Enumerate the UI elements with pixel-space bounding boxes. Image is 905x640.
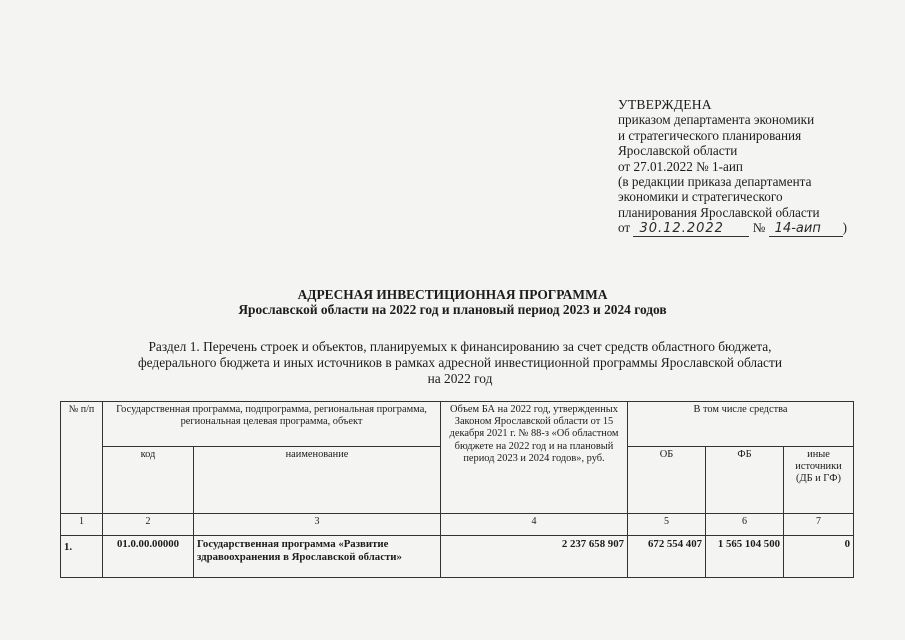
approval-title: УТВЕРЖДЕНА — [618, 97, 712, 112]
handwritten-number: 14-аип — [769, 222, 843, 237]
column-index: 1 — [61, 514, 103, 536]
header-name: наименование — [194, 447, 441, 514]
row-ob: 672 554 407 — [628, 536, 706, 578]
header-other: иные источники (ДБ и ГФ) — [784, 447, 854, 514]
row-other: 0 — [784, 536, 854, 578]
closing-paren: ) — [842, 220, 848, 236]
column-index: 5 — [628, 514, 706, 536]
row-name: Государственная программа «Развитие здравоохранения в Ярославской области» — [194, 536, 441, 578]
approval-line: и стратегического планирования — [618, 127, 802, 143]
header-program-group: Государственная программа, подпрограмма, региональная программа, региональная целевая программа, объект — [103, 402, 441, 447]
row-code: 01.0.00.00000 — [103, 536, 194, 578]
number-label: № — [752, 220, 766, 236]
section-line-1: Раздел 1. Перечень строек и объектов, планируемых к финансированию за счет средств областного бюджета, — [148, 339, 772, 354]
handwritten-date: 30.12.2022 — [633, 222, 749, 237]
title-line-2: Ярославской области на 2022 год и плановый период 2023 и 2024 годов — [238, 302, 667, 317]
approval-line: экономики и стратегического — [618, 189, 783, 205]
column-index-row — [61, 514, 854, 536]
header-volume: Объем БА на 2022 год, утвержденных Законом Ярославской области от 15 декабря 2021 г. № 88-з «Об областном бюджете на 2022 год и на плановый период 2023 и 2024 годов», руб. — [441, 402, 628, 514]
header-num: № п/п — [61, 402, 103, 514]
approval-line: приказом департамента экономики — [618, 112, 815, 128]
column-index: 3 — [194, 514, 441, 536]
approval-stamp-block — [618, 97, 868, 237]
approval-line: (в редакции приказа департамента — [618, 174, 812, 190]
title-line-1: АДРЕСНАЯ ИНВЕСТИЦИОННАЯ ПРОГРАММА — [297, 287, 608, 302]
document-title — [0, 287, 905, 317]
approval-line: от 27.01.2022 № 1-аип — [618, 158, 743, 174]
approval-signature-line — [618, 220, 868, 237]
column-index: 2 — [103, 514, 194, 536]
header-fb: ФБ — [706, 447, 784, 514]
header-code: код — [103, 447, 194, 514]
row-num: 1. — [61, 536, 103, 578]
column-index: 6 — [706, 514, 784, 536]
from-label: от — [618, 220, 631, 236]
header-row-1 — [61, 402, 854, 447]
header-ob: ОБ — [628, 447, 706, 514]
section-line-3: на 2022 год — [427, 371, 493, 386]
header-incl: В том числе средства — [628, 402, 854, 447]
investment-table — [60, 401, 854, 578]
column-index: 4 — [441, 514, 628, 536]
table-row — [61, 536, 854, 578]
approval-line: Ярославской области — [618, 143, 738, 159]
row-volume: 2 237 658 907 — [441, 536, 628, 578]
section-title — [60, 339, 860, 387]
section-line-2: федерального бюджета и иных источников в рамках адресной инвестиционной программы Ярославской области — [137, 355, 783, 370]
column-index: 7 — [784, 514, 854, 536]
approval-line: планирования Ярославской области — [618, 204, 820, 220]
row-fb: 1 565 104 500 — [706, 536, 784, 578]
